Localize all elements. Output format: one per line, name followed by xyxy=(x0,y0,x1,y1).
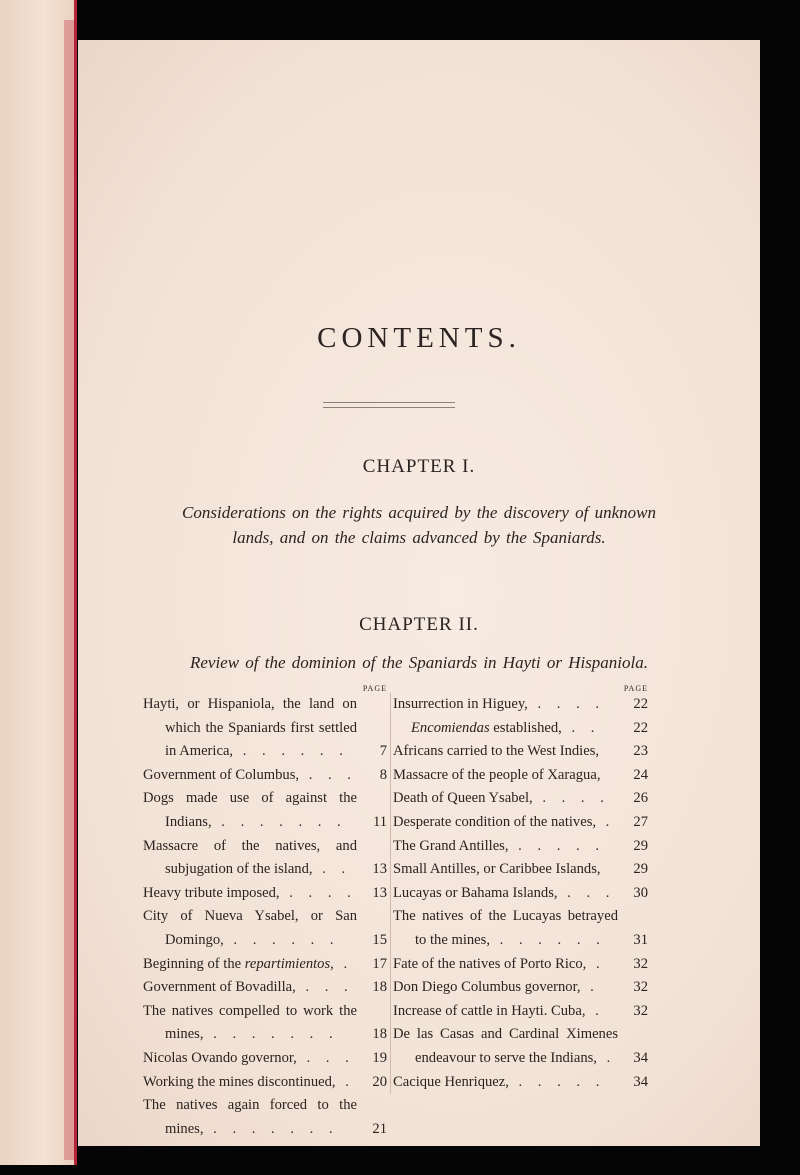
entry-title-text: Massacre of the natives, and subjugation of the island, xyxy=(143,837,357,878)
leader-dots: . . . xyxy=(299,766,357,783)
entry-title xyxy=(393,790,533,806)
entry-title-text: City of Nueva Ysabel, or San Domingo, xyxy=(143,908,357,948)
red-binding-edge xyxy=(64,20,74,1160)
entry-title-text: De las Casas and Cardinal Ximenes endeavour to serve the Indians, xyxy=(393,1026,618,1066)
entry-page-number: 34 xyxy=(633,1049,648,1066)
entry-title-text: Nicolas Ovando governor, xyxy=(143,1049,297,1066)
entry-page-number: 34 xyxy=(633,1073,648,1090)
chapter-1-description-line: Considerations on the rights acquired by the discovery of unknown xyxy=(182,503,656,522)
facing-page-edge xyxy=(0,0,77,1165)
entry-title-text: Africans carried to the West Indies, xyxy=(393,743,600,760)
entry-title xyxy=(393,885,558,901)
decorative-double-rule xyxy=(323,402,455,408)
entry-title-text: The natives again forced to the mines, xyxy=(143,1097,357,1137)
entry-page-number: 15 xyxy=(372,931,387,948)
contents-entry xyxy=(393,905,648,952)
contents-entry xyxy=(143,882,387,906)
entry-page-number: 22 xyxy=(633,719,648,736)
entry-title-text: Insurrection in Higuey, xyxy=(393,696,528,712)
leader-dots: . . xyxy=(561,719,601,736)
entry-page-number: 19 xyxy=(372,1049,387,1066)
entry-title-text: Heavy tribute imposed, xyxy=(143,884,280,901)
entry-title-text: Small Antilles, or Caribbee Islands, xyxy=(393,861,601,878)
contents-entry xyxy=(393,787,648,811)
entry-page-number: 26 xyxy=(633,790,648,807)
leader-dots: . . . . . xyxy=(508,837,605,854)
entry-title xyxy=(393,861,601,877)
contents-entry xyxy=(143,764,387,788)
entry-title xyxy=(143,979,296,995)
contents-entry xyxy=(143,905,387,952)
entry-title-text: Working the mines discontinued, xyxy=(143,1073,336,1090)
contents-entry xyxy=(393,882,648,906)
contents-entry xyxy=(393,1071,648,1095)
entry-title-text: Beginning of the xyxy=(143,955,245,972)
leader-dots: . xyxy=(586,955,606,972)
chapter-1-heading: CHAPTER I. xyxy=(362,456,476,477)
entry-title-text: Massacre of the people of Xaragua, xyxy=(393,766,601,783)
entry-page-number: 27 xyxy=(633,813,648,830)
entry-title-text: Lucayas or Bahama Islands, xyxy=(393,884,558,901)
contents-entry xyxy=(393,858,648,882)
leader-dots: . xyxy=(585,1002,605,1019)
entry-page-number: 29 xyxy=(633,837,648,854)
entry-title xyxy=(143,1074,336,1090)
entry-page-number: 32 xyxy=(633,1002,648,1019)
entry-page-number: 18 xyxy=(372,979,387,996)
leader-dots: . . . . . xyxy=(508,1073,606,1090)
entry-page-number: 23 xyxy=(633,743,648,760)
entry-title xyxy=(143,767,299,783)
entry-title-italic: Encomiendas xyxy=(411,719,490,736)
entry-title-text: Death of Queen Ysabel, xyxy=(393,790,533,807)
entry-page-number: 29 xyxy=(633,861,648,878)
leader-dots: . xyxy=(580,979,600,996)
leader-dots: . . . . . . xyxy=(490,931,606,948)
entry-title xyxy=(393,696,528,712)
leader-dots: . xyxy=(596,813,616,830)
leader-dots: . . . . xyxy=(279,884,357,901)
contents-entry xyxy=(393,1000,648,1024)
entry-page-number: 18 xyxy=(372,1026,387,1043)
leader-dots: . . . . . . . xyxy=(203,1120,339,1137)
chapter-1-description xyxy=(138,500,700,550)
contents-entry xyxy=(143,1047,387,1071)
entry-title-text: The Grand Antilles, xyxy=(393,837,509,854)
leader-dots: . . . xyxy=(296,1049,355,1066)
entry-title xyxy=(393,979,581,995)
entry-page-number: 7 xyxy=(379,743,387,760)
entry-title xyxy=(393,767,600,783)
contents-entry xyxy=(143,1000,387,1047)
entry-title xyxy=(393,814,596,830)
entry-page-number: 32 xyxy=(633,955,648,972)
contents-entry xyxy=(393,717,648,741)
entry-page-number: 31 xyxy=(633,931,648,948)
page-column-header: PAGE xyxy=(362,684,387,693)
entry-title-text: Don Diego Columbus governor, xyxy=(393,979,581,996)
leader-dots: . . . xyxy=(295,979,354,996)
chapter-2-description: Review of the dominion of the Spaniards in Hayti or Hispaniola. xyxy=(189,653,649,672)
leader-dots: . . . . . . xyxy=(233,743,349,760)
contents-entry xyxy=(143,787,387,834)
contents-entry xyxy=(393,1023,648,1070)
entry-title-text: Hayti, or Hispaniola, the land on which the Spaniards first settled in America, xyxy=(143,696,357,760)
contents-entry xyxy=(143,835,387,882)
entry-title xyxy=(411,720,562,736)
contents-entry xyxy=(143,976,387,1000)
contents-entry xyxy=(143,1094,387,1141)
page-title: CONTENTS. xyxy=(317,322,521,354)
contents-column-left xyxy=(143,684,387,1141)
contents-column-right xyxy=(390,684,648,1094)
leader-dots: . xyxy=(333,955,354,972)
contents-entry xyxy=(393,740,648,764)
contents-entry xyxy=(393,976,648,1000)
entry-title xyxy=(393,1003,585,1019)
entry-page-number: 24 xyxy=(633,766,648,783)
entry-title xyxy=(143,956,334,972)
entry-page-number: 21 xyxy=(372,1120,387,1137)
entry-title xyxy=(393,838,509,854)
entry-page-number: 13 xyxy=(372,861,387,878)
entry-page-number: 17 xyxy=(372,955,387,972)
chapter-1-description-line: lands, and on the claims advanced by the Spaniards. xyxy=(232,528,606,547)
entry-title-text: The natives of the Lucayas betrayed to the mines, xyxy=(393,908,618,948)
contents-entry xyxy=(393,835,648,859)
entry-page-number: 11 xyxy=(372,813,387,830)
leader-dots: . . . . xyxy=(532,790,610,807)
leader-dots: . . . . . . . xyxy=(203,1026,339,1043)
chapter-2-heading: CHAPTER II. xyxy=(359,614,479,635)
entry-title xyxy=(393,1026,618,1066)
entry-title-text: Dogs made use of against the Indians, xyxy=(143,790,357,830)
entry-title-text: Increase of cattle in Hayti. Cuba, xyxy=(393,1002,586,1019)
leader-dots: . . xyxy=(312,861,352,878)
contents-entry xyxy=(393,811,648,835)
contents-entry xyxy=(143,693,387,764)
entry-title-text: Government of Columbus, xyxy=(143,766,300,783)
page-column-header: PAGE xyxy=(623,684,648,693)
contents-entry xyxy=(393,693,648,717)
entry-title-text: Desperate condition of the natives, xyxy=(393,813,597,830)
entry-page-number: 20 xyxy=(372,1073,387,1090)
entry-title-text: Cacique Henriquez, xyxy=(393,1073,509,1090)
entry-title xyxy=(143,885,280,901)
entry-title xyxy=(393,956,586,972)
leader-dots: . . . . xyxy=(527,696,606,712)
contents-entry xyxy=(143,1071,387,1095)
entry-title-text: Fate of the natives of Porto Rico, xyxy=(393,955,587,972)
entry-title-text: Government of Bovadilla, xyxy=(143,979,296,996)
entry-title xyxy=(393,743,599,759)
entry-page-number: 22 xyxy=(633,696,648,712)
entry-page-number: 30 xyxy=(633,884,648,901)
entry-page-number: 13 xyxy=(372,884,387,901)
entry-title-text: , xyxy=(330,955,334,972)
leader-dots: . . . . . . . xyxy=(211,813,347,830)
entry-page-number: 32 xyxy=(633,979,648,996)
entry-title xyxy=(143,1050,297,1066)
entry-page-number: 8 xyxy=(379,766,387,783)
leader-dots: . . . xyxy=(557,884,616,901)
contents-entry xyxy=(393,953,648,977)
entry-title xyxy=(393,1074,509,1090)
leader-dots: . xyxy=(596,1049,617,1066)
contents-entry xyxy=(143,953,387,977)
entry-title-text: The natives compelled to work the mines, xyxy=(143,1002,357,1043)
entry-title-italic: repartimientos xyxy=(244,955,331,972)
book-page xyxy=(78,40,760,1146)
leader-dots: . . . . . . xyxy=(223,931,340,948)
leader-dots: . xyxy=(335,1073,355,1090)
entry-title-text: established, xyxy=(489,719,562,736)
contents-entry xyxy=(393,764,648,788)
